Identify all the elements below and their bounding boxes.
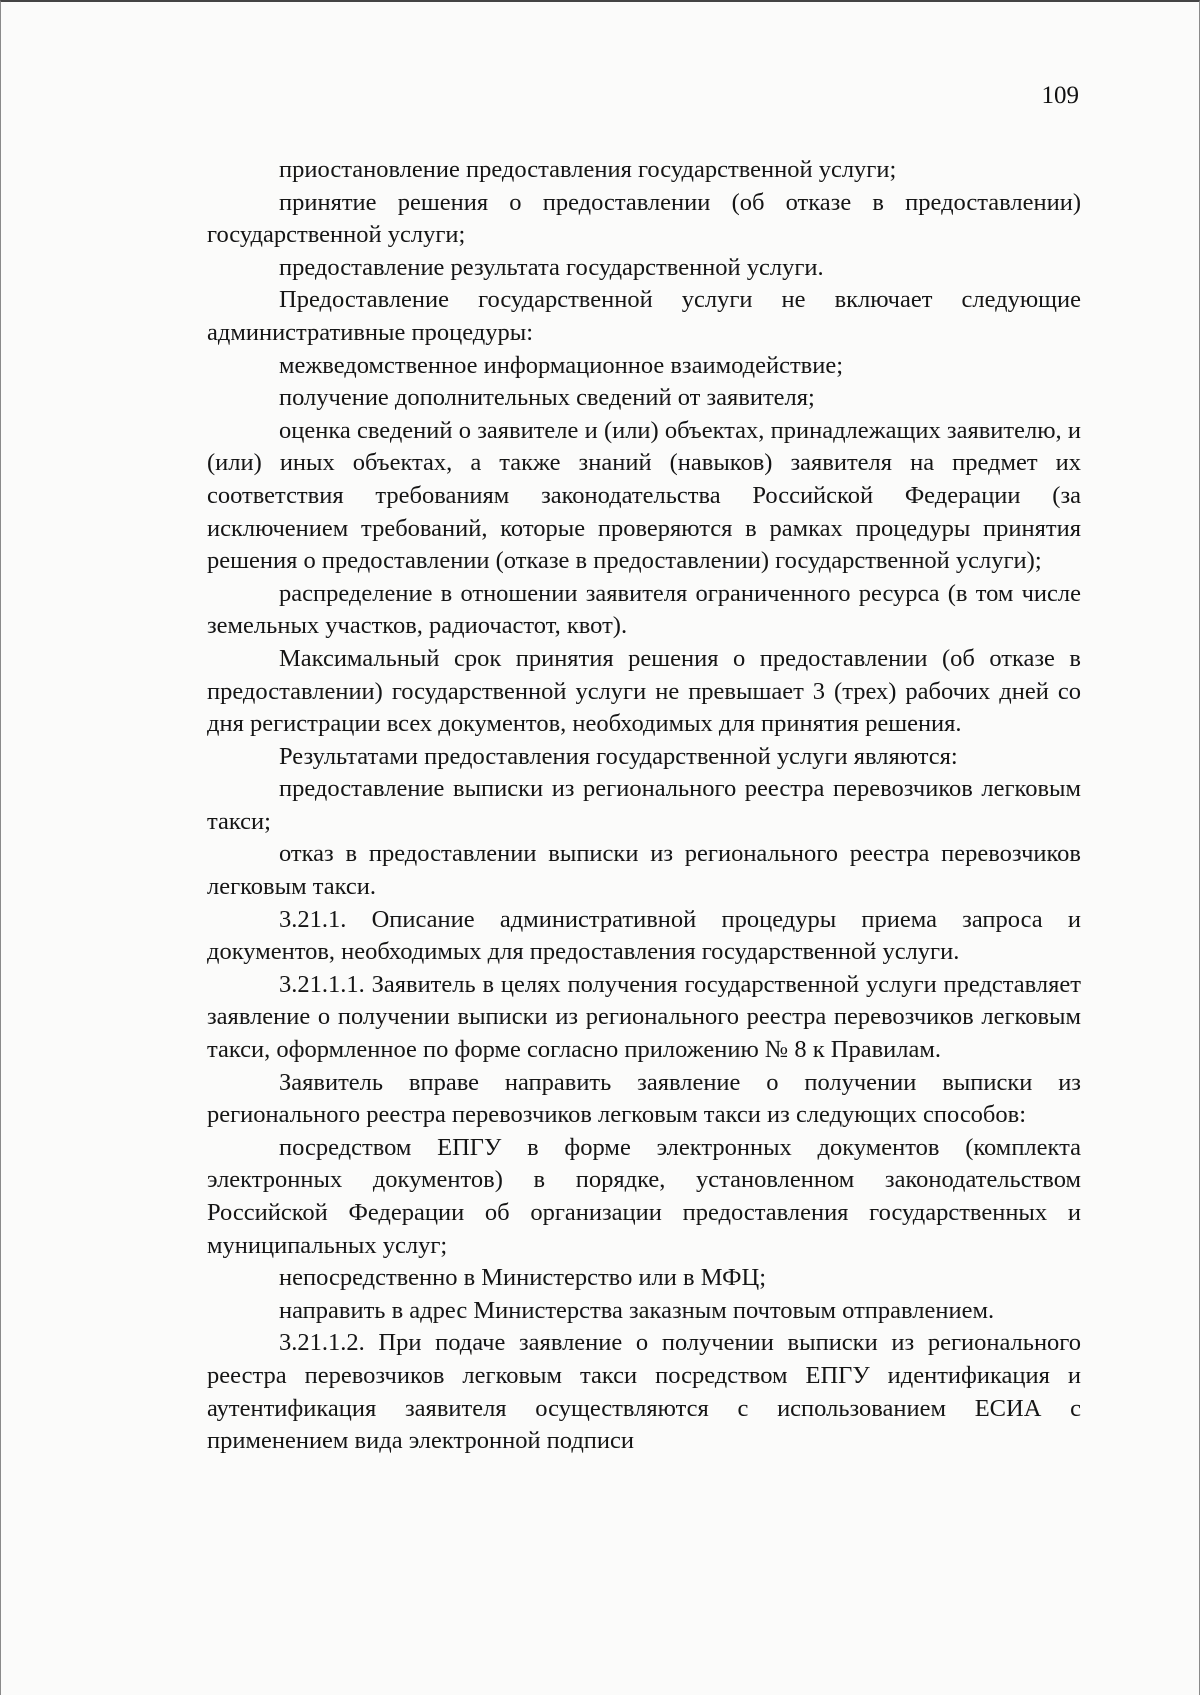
paragraph-7: оценка сведений о заявителе и (или) объектах, принадлежащих заявителю, и (или) иных объектах, а также знаний (навыков) заявителя на предмет их соответствия требованиям законодательства Российской Федерации (за исключением требований, которые проверяются в рамках процедуры принятия решения о предоставлении (отказе в предоставлении) государственной услуги); bbox=[207, 416, 1081, 575]
paragraph-16: посредством ЕПГУ в форме электронных документов (комплекта электронных документов) в порядке, установленном законодательством Российской Федерации об организации предоставления государственных и муниципальных услуг; bbox=[207, 1133, 1081, 1259]
paragraph-9: Максимальный срок принятия решения о предоставлении (об отказе в предоставлении) государственной услуги не превышает 3 (трех) рабочих дней со дня регистрации всех документов, необходимых для принятия решения. bbox=[207, 644, 1081, 738]
paragraph-10: Результатами предоставления государственной услуги являются: bbox=[279, 742, 958, 770]
paragraph-3: предоставление результата государственной услуги. bbox=[279, 253, 824, 281]
paragraph-8: распределение в отношении заявителя ограниченного ресурса (в том числе земельных участков, радиочастот, квот). bbox=[207, 579, 1081, 640]
paragraph-4: Предоставление государственной услуги не включает следующие административные процедуры: bbox=[207, 286, 1081, 346]
paragraph-1: приостановление предоставления государственной услуги; bbox=[279, 156, 897, 183]
paragraph-5: межведомственное информационное взаимодействие; bbox=[279, 351, 844, 379]
paragraph-6: получение дополнительных сведений от заявителя; bbox=[279, 384, 815, 412]
paragraph-14: 3.21.1.1. Заявитель в целях получения государственной услуги представляет заявление о получении выписки из регионального реестра перевозчиков легковым такси, оформленное по форме согласно приложению № 8 к Правилам. bbox=[207, 970, 1081, 1064]
paragraph-12: отказ в предоставлении выписки из регионального реестра перевозчиков легковым такси. bbox=[207, 840, 1081, 901]
paragraph-2: принятие решения о предоставлении (об отказе в предоставлении) государственной услуги; bbox=[207, 188, 1081, 249]
paragraph-19: 3.21.1.2. При подаче заявление о получении выписки из регионального реестра перевозчиков легковым такси посредством ЕПГУ идентификация и аутентификация заявителя осуществляются с использованием ЕСИА с применением вида электронной подписи bbox=[207, 1329, 1081, 1455]
paragraph-13: 3.21.1. Описание административной процедуры приема запроса и документов, необходимых для предоставления государственной услуги. bbox=[207, 905, 1081, 966]
page-number: 109 bbox=[1041, 82, 1079, 109]
paragraph-15: Заявитель вправе направить заявление о получении выписки из регионального реестра перевозчиков легковым такси из следующих способов: bbox=[207, 1068, 1081, 1129]
paragraph-11: предоставление выписки из регионального реестра перевозчиков легковым такси; bbox=[207, 775, 1081, 835]
paragraph-18: направить в адрес Министерства заказным почтовым отправлением. bbox=[279, 1296, 995, 1324]
paragraph-17: непосредственно в Министерство или в МФЦ; bbox=[279, 1264, 767, 1292]
document-text bbox=[207, 154, 1081, 1458]
